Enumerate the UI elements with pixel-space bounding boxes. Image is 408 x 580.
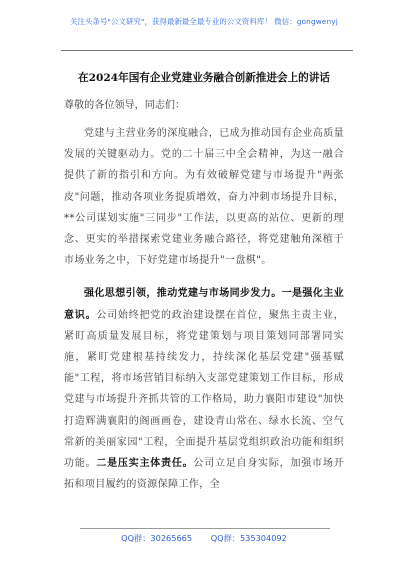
footer: [0, 533, 408, 544]
footer-qq-group-1: QQ群：30265665: [121, 533, 193, 543]
paragraph-2-text-1: 公司始终把党的政治建设摆在首位，聚焦主责主业，紧盯高质量发展目标，将党建策划与项目策划同部署同实施，紧盯党建根基持续发力，持续深化基层党建"强基赋能"工程，将市场营销目标纳入支部党建策划工作目标，形成党建与市场提升齐抓共管的工作格局，助力襄阳市建设"加快打造辉满襄阳的阁画画卷，建设青山常在、绿水长流、空气常新的美丽家园"工程，全面提升基层党组织政治功能和组织功能。: [64, 309, 345, 470]
paragraph-2: [64, 283, 344, 495]
salutation: 尊敬的各位领导，同志们：: [64, 100, 186, 111]
paragraph-2-heading: 强化思想引领，推动党建与市场同步发力。一是强化主业意识。: [64, 288, 344, 321]
document-title: 在2024年国有企业党建业务融合创新推进会上的讲话: [78, 72, 330, 84]
header-notice: 关注头条号"公文研究"，获得最新最全最专业的公文资料库！ 微信：gongwenyj: [70, 17, 338, 26]
paragraph-1: 党建与主营业务的深度融合，已成为推动国有企业高质量发展的关键驱动力。党的二十届三中全会精神，为这一融合提供了新的指引和方向。为有效破解党建与市场提升"两张皮"问题，推动各项业务提质增效，奋力冲刺市场提升目标，**公司谋划实施"三同步"工作法，以更高的站位、更新的理念、更实的举措探索党建业务融合路径，将党建触角深植于市场业务之中，下好党建市场提升"一盘棋"。: [64, 128, 344, 267]
paragraph-2-text-2: 公司立足自身实际，加强市场开拓和项目履约的资源保障工作，全: [64, 458, 345, 491]
header-divider: [61, 50, 353, 51]
paragraph-2-heading-2: 二是压实主体责任。: [96, 458, 194, 470]
document-body: [64, 123, 344, 495]
footer-qq-group-2: QQ群：535304092: [210, 533, 287, 543]
footer-divider: [80, 528, 330, 529]
